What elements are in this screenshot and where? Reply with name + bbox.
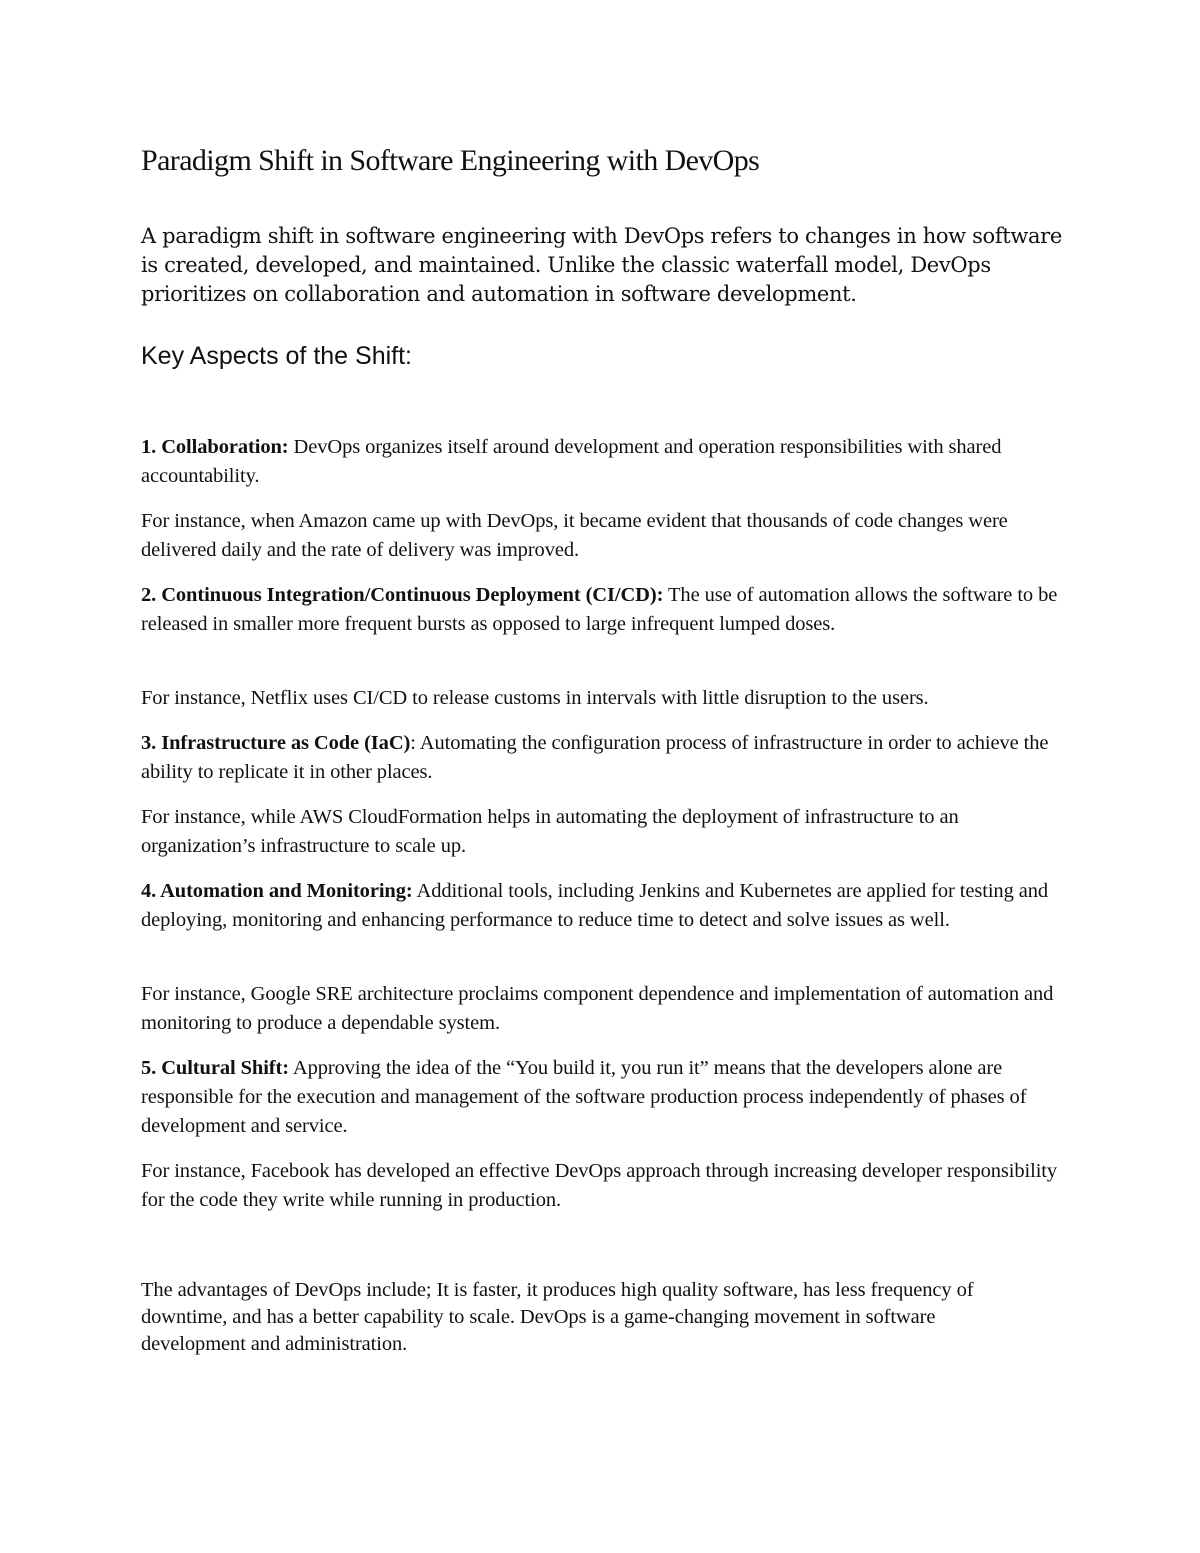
document-title: Paradigm Shift in Software Engineering with DevOps bbox=[141, 144, 760, 177]
aspect-label: 5. Cultural Shift: bbox=[141, 1057, 289, 1079]
aspect-text: Approving the idea of the “You build it, you run it” means that the developers alone are responsible for the execution and management of the software production process independently of phases of development and service. bbox=[141, 1057, 1027, 1137]
aspect-collaboration bbox=[141, 433, 1071, 491]
section-heading: Key Aspects of the Shift: bbox=[141, 342, 412, 370]
aspect-example: For instance, Netflix uses CI/CD to release customs in intervals with little disruption to the users. bbox=[141, 687, 929, 709]
conclusion-paragraph: The advantages of DevOps include; It is faster, it produces high quality software, has less frequency of downtime, and has a better capability to scale. DevOps is a game-changing movement in software development and administration. bbox=[141, 1279, 974, 1355]
aspect-label: 4. Automation and Monitoring: bbox=[141, 880, 413, 902]
intro-paragraph: A paradigm shift in software engineering with DevOps refers to changes in how software is created, developed, and maintained. Unlike the classic waterfall model, DevOps prioritizes on collaboration and automation in software development. bbox=[141, 224, 1062, 306]
aspect-automation-monitoring bbox=[141, 877, 1071, 935]
aspect-text: : Automating the configuration process of infrastructure in order to achieve the ability to replicate it in other places. bbox=[141, 732, 1049, 783]
aspect-text: The use of automation allows the software to be released in smaller more frequent bursts as opposed to large infrequent lumped doses. bbox=[141, 584, 1058, 635]
aspect-label: 1. Collaboration: bbox=[141, 436, 289, 458]
aspect-example: For instance, Facebook has developed an effective DevOps approach through increasing developer responsibility for the code they write while running in production. bbox=[141, 1160, 1058, 1211]
aspect-example: For instance, Google SRE architecture proclaims component dependence and implementation of automation and monitoring to produce a dependable system. bbox=[141, 983, 1054, 1034]
aspect-cultural-shift bbox=[141, 1054, 1071, 1141]
aspect-text: DevOps organizes itself around development and operation responsibilities with shared accountability. bbox=[141, 436, 1002, 487]
aspect-label: 2. Continuous Integration/Continuous Deployment (CI/CD): bbox=[141, 584, 664, 606]
aspect-ci-cd bbox=[141, 581, 1071, 639]
aspect-example: For instance, when Amazon came up with DevOps, it became evident that thousands of code changes were delivered daily and the rate of delivery was improved. bbox=[141, 510, 1008, 561]
aspect-example: For instance, while AWS CloudFormation helps in automating the deployment of infrastructure to an organization’s infrastructure to scale up. bbox=[141, 806, 959, 857]
aspect-iac bbox=[141, 729, 1071, 787]
aspect-label: 3. Infrastructure as Code (IaC) bbox=[141, 732, 411, 754]
aspect-text: Additional tools, including Jenkins and Kubernetes are applied for testing and deploying, monitoring and enhancing performance to reduce time to detect and solve issues as well. bbox=[141, 880, 1049, 931]
